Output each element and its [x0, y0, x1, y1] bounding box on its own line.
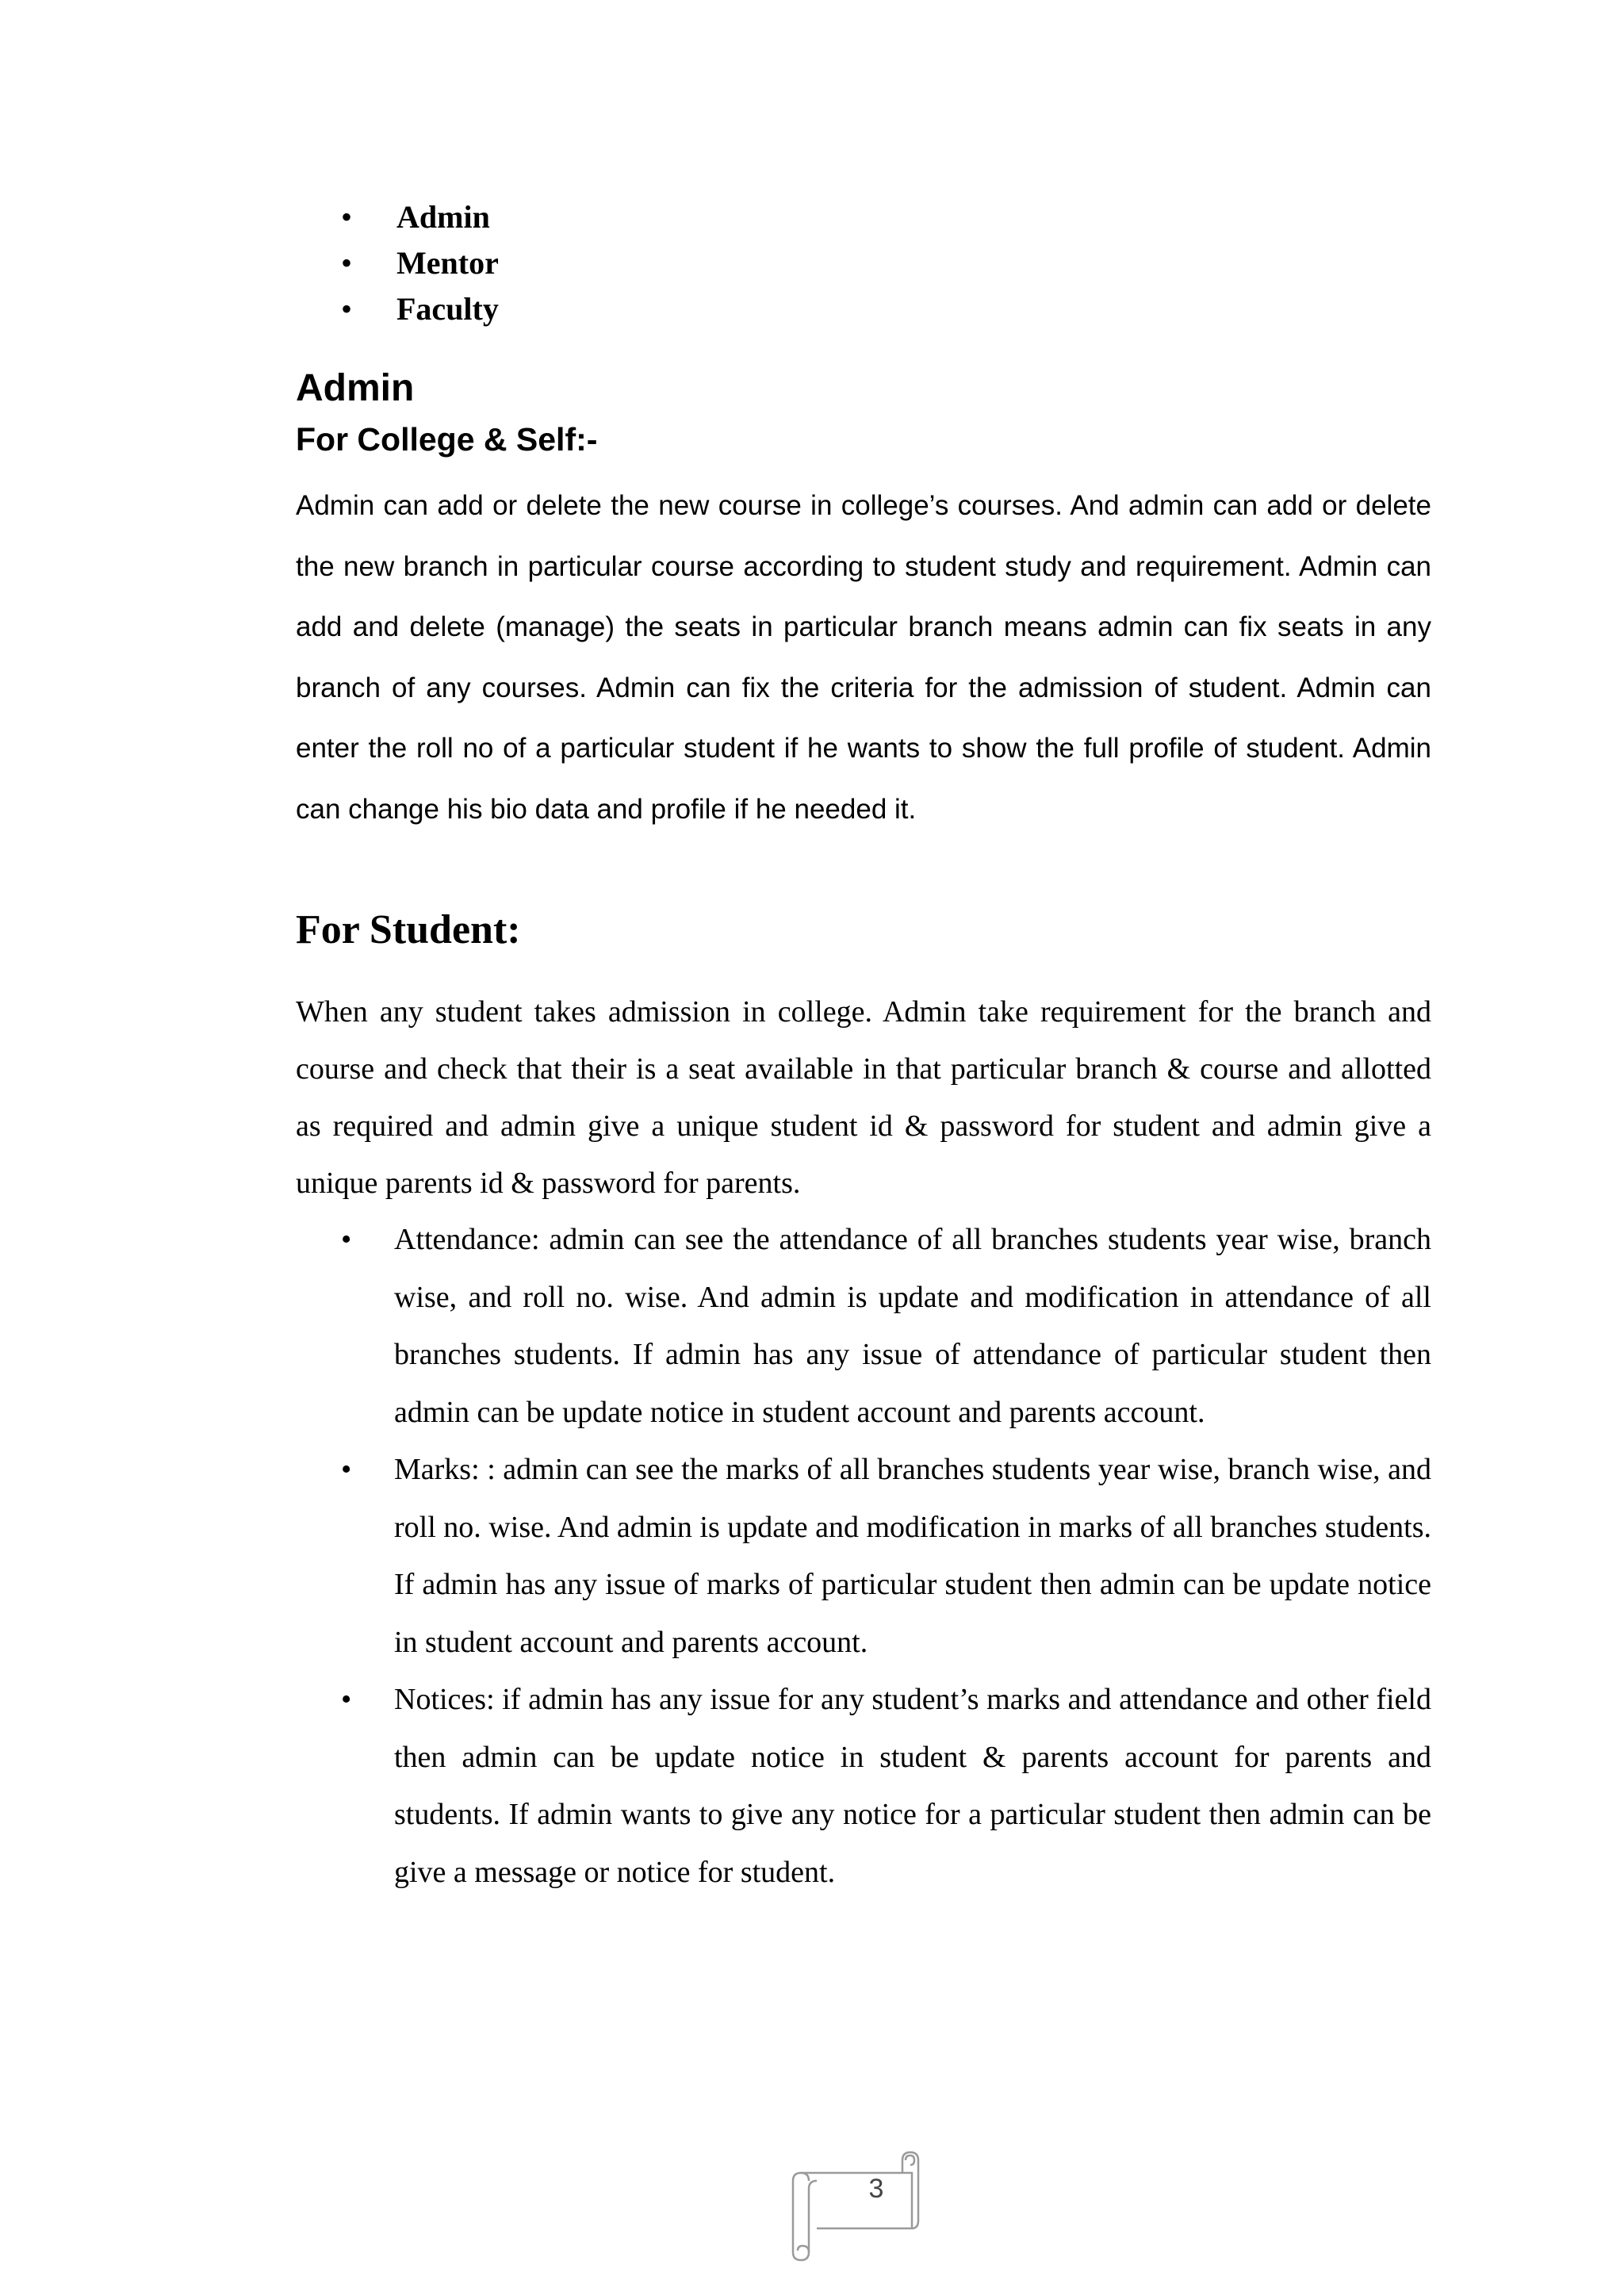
scroll-icon — [785, 2141, 944, 2268]
notices-item: • Notices: if admin has any issue for any student’s marks and attendance and other field then admin can be update notice in student & parents account for parents and students. If admin wants to give any notice for a particular student then admin can be give a message or notice for student. — [341, 1671, 1431, 1901]
role-item-faculty: • Faculty — [341, 286, 499, 332]
student-heading: For Student: — [296, 907, 521, 952]
role-item-mentor: • Mentor — [341, 240, 499, 286]
admin-heading: Admin — [296, 367, 415, 409]
student-details-list — [341, 1211, 1431, 1901]
attendance-item: • Attendance: admin can see the attendance of all branches students year wise, branch wise, and roll no. wise. And admin is update and modification in attendance of all branches students. If admin has any issue of attendance of particular student then admin can be update notice in student account and parents account. — [341, 1211, 1431, 1441]
page-number: 3 — [868, 2174, 884, 2204]
marks-item: • Marks: : admin can see the marks of all branches students year wise, branch wise, and roll no. wise. And admin is update and modification in marks of all branches students. If admin has any issue of marks of particular student then admin can be update notice in student account and parents account. — [341, 1441, 1431, 1671]
roles-list — [341, 194, 499, 332]
role-item-admin: • Admin — [341, 194, 499, 240]
student-paragraph: When any student takes admission in college. Admin take requirement for the branch and course and check that their is a seat available in that particular branch & course and allotted as required and admin give a unique student id & password for student and admin give a unique parents id & password for parents. — [296, 995, 1431, 1200]
admin-paragraph: Admin can add or delete the new course in college’s courses. And admin can add or delete the new branch in particular course according to student study and requirement. Admin can add and delete (manage) the seats in particular branch means admin can fix seats in any branch of any courses. Admin can fix the criteria for the admission of student. Admin can enter the roll no of a particular student if he wants to show the full profile of student. Admin can change his bio data and profile if he needed it. — [296, 490, 1431, 825]
college-self-subheading: For College & Self:- — [296, 421, 598, 458]
